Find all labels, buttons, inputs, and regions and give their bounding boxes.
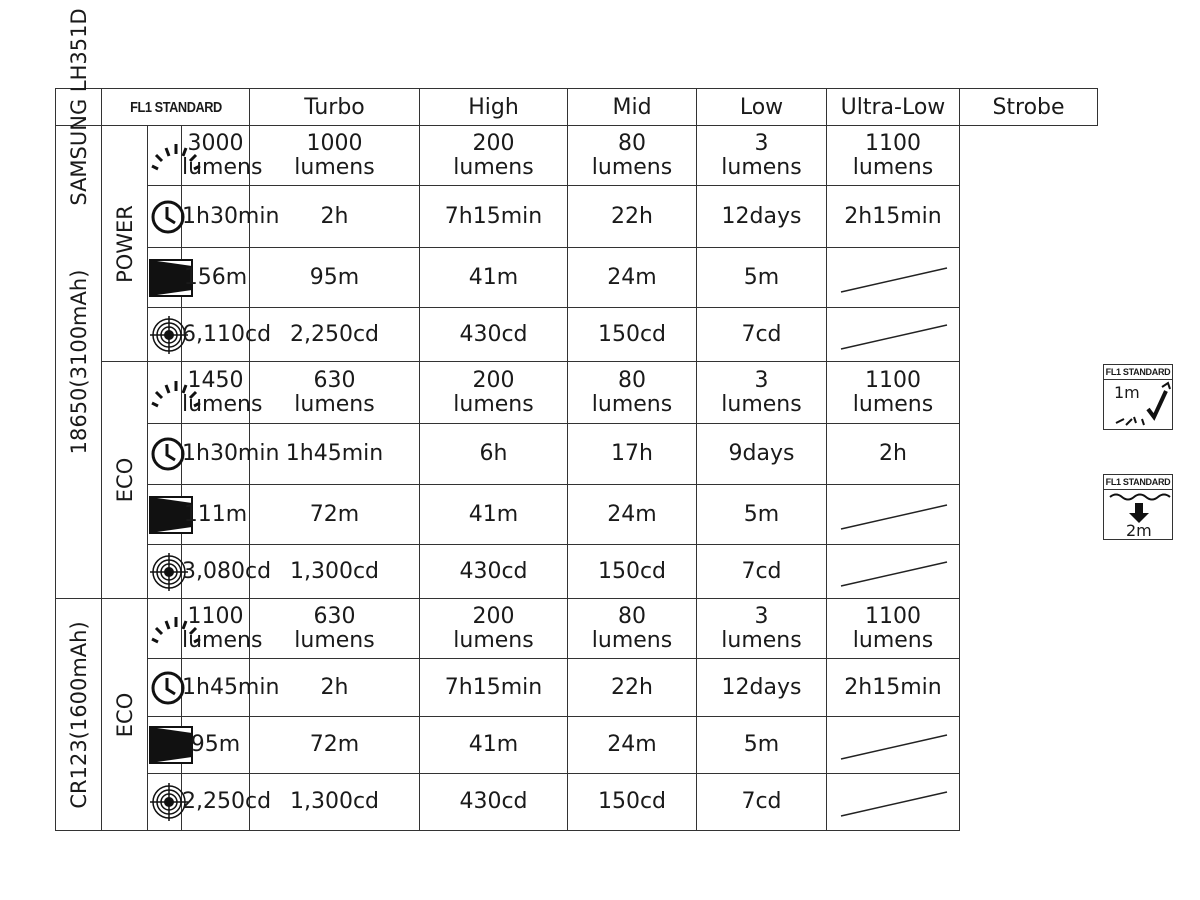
spec-value — [250, 308, 420, 362]
not-applicable-cell — [827, 545, 960, 599]
clock-icon — [148, 659, 182, 717]
value-unit: lumens — [294, 627, 375, 653]
value-number: 200 — [472, 367, 515, 393]
spec-value — [697, 774, 827, 831]
beam-distance-icon — [148, 248, 182, 308]
value-number: 7h15min — [444, 203, 543, 229]
spec-value — [182, 545, 272, 599]
spec-value — [568, 599, 697, 659]
value-number: 430cd — [459, 558, 528, 584]
value-unit: lumens — [852, 627, 934, 653]
value-unit: lumens — [721, 391, 802, 417]
value-unit: lumens — [453, 627, 534, 653]
value-number: 3 — [754, 367, 769, 393]
value-number: 200 — [472, 130, 515, 156]
spec-value — [568, 248, 697, 308]
value-number: 111m — [183, 501, 248, 527]
not-applicable-cell — [827, 248, 960, 308]
spec-value — [827, 362, 960, 424]
spec-row — [56, 362, 1098, 424]
spec-value — [568, 186, 697, 248]
spec-value — [182, 717, 250, 774]
spec-value — [568, 362, 697, 424]
impact-resistance-icon — [1104, 379, 1174, 429]
value-number: 1h45min — [182, 674, 280, 700]
spec-value — [420, 545, 568, 599]
value-number: 2,250cd — [289, 321, 380, 347]
value-number: 80 — [618, 130, 646, 156]
mode-header-high: High — [420, 89, 568, 126]
value-number: 17h — [611, 441, 653, 466]
value-number: 1100 — [187, 603, 244, 629]
value-number: 2h15min — [844, 674, 942, 700]
standard-label: FL1 STANDARD — [113, 89, 239, 126]
spec-value — [250, 248, 420, 308]
spec-value — [568, 424, 697, 485]
target-icon — [148, 545, 182, 599]
spec-value — [420, 126, 568, 186]
value-unit: lumens — [453, 154, 534, 180]
value-number: 12days — [721, 674, 802, 700]
value-number: 95m — [190, 732, 241, 757]
value-number: 5m — [743, 264, 780, 290]
value-number: 1100 — [865, 603, 921, 629]
value-number: 1h30min — [182, 203, 280, 229]
value-number: 150cd — [597, 558, 667, 584]
impact-badge — [1103, 364, 1173, 430]
value-unit: lumens — [182, 391, 263, 417]
spec-row — [56, 659, 1098, 717]
target-icon — [148, 308, 182, 362]
spec-row — [56, 308, 1098, 362]
output-mode-label: ECO — [102, 362, 148, 599]
value-number: 3 — [754, 130, 769, 156]
value-unit: lumens — [182, 627, 263, 653]
cell-type-label: 18650(3100mAh) — [56, 126, 102, 599]
spec-row — [56, 717, 1098, 774]
spec-value — [420, 659, 568, 717]
impact-badge-value: 1m — [1114, 383, 1140, 402]
spec-value — [420, 248, 568, 308]
spec-value — [568, 485, 697, 545]
spec-value — [420, 424, 568, 485]
spec-value — [182, 659, 280, 717]
value-unit: lumens — [591, 154, 673, 180]
value-number: 24m — [607, 264, 657, 290]
spec-value — [182, 362, 263, 424]
spec-row — [56, 545, 1098, 599]
spec-value — [420, 308, 568, 362]
value-unit: lumens — [182, 154, 263, 180]
mode-header-low: Low — [697, 89, 827, 126]
spec-value — [697, 248, 827, 308]
value-number: 24m — [607, 501, 657, 527]
spec-value — [250, 599, 420, 659]
not-applicable-cell — [827, 485, 960, 545]
value-number: 95m — [309, 264, 360, 290]
mode-header-strobe: Strobe — [960, 89, 1098, 126]
spec-value — [182, 186, 280, 248]
not-applicable-slash — [833, 495, 953, 535]
value-number: 6h — [479, 441, 508, 466]
spec-value — [697, 126, 827, 186]
value-number: 9days — [728, 441, 795, 466]
spec-value — [420, 485, 568, 545]
value-number: 22h — [611, 674, 653, 700]
spec-value — [568, 717, 697, 774]
spec-value — [420, 186, 568, 248]
brightness-icon — [148, 126, 182, 186]
value-unit: lumens — [453, 391, 534, 417]
value-number: 200 — [472, 603, 515, 629]
value-unit: lumens — [294, 154, 375, 180]
brightness-icon — [148, 599, 182, 659]
value-number: 41m — [468, 501, 519, 527]
not-applicable-slash — [833, 725, 953, 765]
not-applicable-slash — [833, 782, 953, 822]
value-number: 24m — [607, 732, 657, 757]
value-number: 1h30min — [182, 441, 280, 466]
spec-value — [827, 126, 960, 186]
value-number: 5m — [743, 732, 780, 757]
spec-value — [250, 545, 420, 599]
value-number: 1100 — [865, 367, 921, 393]
mode-header-ultra-low: Ultra-Low — [827, 89, 960, 126]
spec-value — [697, 485, 827, 545]
value-number: 3000 — [187, 130, 244, 156]
spec-value — [827, 424, 960, 485]
beam-distance-icon — [148, 717, 182, 774]
value-number: 72m — [309, 732, 360, 757]
spec-value — [827, 599, 960, 659]
header-row — [56, 89, 1098, 126]
spec-value — [182, 485, 250, 545]
value-number: 630 — [313, 367, 356, 393]
value-number: 80 — [618, 367, 646, 393]
value-number: 7cd — [741, 321, 782, 347]
value-number: 430cd — [459, 321, 528, 347]
value-number: 156m — [183, 264, 248, 290]
spec-value — [568, 659, 697, 717]
spec-value — [182, 599, 263, 659]
spec-value — [420, 717, 568, 774]
brightness-icon — [148, 362, 182, 424]
spec-value — [420, 362, 568, 424]
not-applicable-slash — [833, 258, 953, 298]
water-badge — [1103, 474, 1173, 540]
value-number: 7cd — [741, 558, 782, 584]
value-number: 150cd — [597, 321, 667, 347]
value-number: 5m — [743, 501, 780, 527]
spec-value — [250, 774, 420, 831]
value-number: 2h — [320, 674, 349, 700]
clock-icon — [148, 424, 182, 485]
spec-value — [250, 485, 420, 545]
value-number: 2h15min — [844, 203, 942, 229]
value-number: 630 — [313, 603, 356, 629]
value-number: 150cd — [597, 789, 667, 814]
spec-row — [56, 599, 1098, 659]
spec-value — [182, 126, 263, 186]
value-number: 1h45min — [285, 441, 384, 466]
spec-value — [697, 717, 827, 774]
spec-value — [827, 186, 960, 248]
spec-value — [250, 126, 420, 186]
value-number: 7cd — [741, 789, 782, 814]
beam-distance-icon — [148, 485, 182, 545]
value-unit: lumens — [852, 391, 934, 417]
value-number: 3,080cd — [182, 558, 272, 584]
water-badge-standard: FL1 STANDARD — [1104, 475, 1172, 490]
value-number: 1450 — [187, 367, 244, 393]
mode-header-mid: Mid — [568, 89, 697, 126]
value-number: 7h15min — [444, 674, 543, 700]
spec-value — [697, 362, 827, 424]
not-applicable-slash — [833, 552, 953, 592]
value-unit: lumens — [852, 154, 934, 180]
spec-value — [182, 308, 272, 362]
mode-header-turbo: Turbo — [250, 89, 420, 126]
spec-value — [568, 774, 697, 831]
spec-value — [568, 308, 697, 362]
spec-value — [697, 599, 827, 659]
spec-value — [568, 545, 697, 599]
value-unit: lumens — [294, 391, 375, 417]
value-number: 1100 — [865, 130, 921, 156]
spec-value — [250, 717, 420, 774]
spec-row — [56, 186, 1098, 248]
spec-value — [697, 424, 827, 485]
output-mode-label: POWER — [102, 126, 148, 362]
value-unit: lumens — [591, 627, 673, 653]
value-unit: lumens — [721, 154, 802, 180]
value-number: 41m — [468, 264, 519, 290]
spec-table — [55, 8, 1098, 831]
spec-value — [697, 308, 827, 362]
value-number: 1,300cd — [289, 789, 380, 814]
clock-icon — [148, 186, 182, 248]
value-number: 3 — [754, 603, 769, 629]
spec-value — [697, 659, 827, 717]
value-number: 22h — [611, 203, 653, 229]
not-applicable-slash — [833, 315, 953, 355]
spec-value — [250, 362, 420, 424]
output-mode-label: ECO — [102, 599, 148, 831]
value-number: 1,300cd — [289, 558, 380, 584]
spec-row — [56, 126, 1098, 186]
value-number: 2h — [879, 441, 907, 466]
spec-value — [568, 126, 697, 186]
spec-value — [182, 774, 272, 831]
value-number: 2,250cd — [182, 789, 272, 814]
spec-row — [56, 248, 1098, 308]
target-icon — [148, 774, 182, 831]
value-number: 12days — [721, 203, 802, 229]
value-number: 2h — [320, 203, 349, 229]
spec-row — [56, 424, 1098, 485]
not-applicable-cell — [827, 308, 960, 362]
spec-row — [56, 485, 1098, 545]
value-unit: lumens — [591, 391, 673, 417]
spec-value — [420, 599, 568, 659]
value-number: 80 — [618, 603, 646, 629]
water-badge-value: 2m — [1126, 521, 1152, 540]
cell-type-label: CR123(1600mAh) — [56, 599, 102, 831]
value-number: 1000 — [306, 130, 363, 156]
impact-badge-standard: FL1 STANDARD — [1104, 365, 1172, 380]
spec-value — [420, 774, 568, 831]
value-number: 72m — [309, 501, 360, 527]
spec-value — [827, 659, 960, 717]
battery-label: SAMSUNG LH351D — [56, 89, 102, 126]
not-applicable-cell — [827, 774, 960, 831]
value-number: 41m — [468, 732, 519, 757]
spec-value — [182, 248, 250, 308]
spec-value — [182, 424, 280, 485]
value-number: 430cd — [459, 789, 528, 814]
spec-row — [56, 774, 1098, 831]
spec-value — [697, 186, 827, 248]
value-unit: lumens — [721, 627, 802, 653]
value-number: 6,110cd — [182, 321, 272, 347]
not-applicable-cell — [827, 717, 960, 774]
spec-value — [697, 545, 827, 599]
